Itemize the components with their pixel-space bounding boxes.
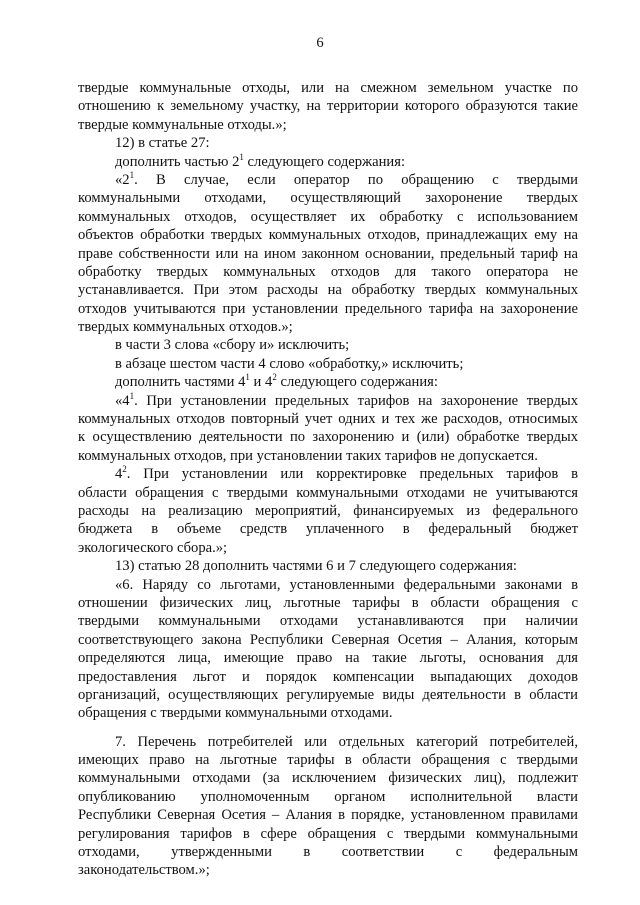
text-line: отношению к земельному участку, на территории которого образуются такие: [78, 98, 578, 115]
text-line: обработку твердых коммунальных отходов для такого оператора не: [78, 263, 578, 280]
text-line: имеющих право на льготные тарифы в области обращения с твердыми: [78, 752, 578, 769]
text-line: опубликованию уполномоченным органом исполнительной власти: [78, 788, 578, 805]
text-line: твердые коммунальные отходы.»;: [78, 116, 287, 133]
text-line: «6. Наряду со льготами, установленными федеральными законами в: [115, 576, 578, 593]
text-line: организаций, осуществляющих регулируемые виды деятельности в области: [78, 686, 578, 703]
text-line: регулирования тарифов в сфере обращения с твердыми коммунальными: [78, 825, 578, 842]
text-line: области обращения с твердыми коммунальными отходами не учитываются: [78, 484, 578, 501]
text-line: праве собственности или на ином законном основании, предельный тариф на: [78, 245, 578, 262]
text-line: 7. Перечень потребителей или отдельных категорий потребителей,: [115, 733, 578, 750]
text-line: твердые коммунальные отходы, или на смежном земельном участке по: [78, 80, 578, 96]
text-line: коммунальных отходов повторный учет одних и тех же расходов, относимых: [78, 411, 578, 428]
text-line: коммунальных отходов, при установлении таких тарифов не допускается.: [78, 447, 538, 464]
text-line: «$2^1$. В случае, если оператор по обращению с твердыми: [115, 169, 578, 188]
text-line: предоставления льгот и порядок компенсации выпадающих доходов: [78, 668, 578, 685]
text-line: бюджета в объеме средств уплаченного в федеральный бюджет: [78, 521, 578, 538]
text-line: расходы на реализацию мероприятий, финансируемых из федерального: [78, 502, 578, 519]
text-line: дополнить частью $2^1$ следующего содержания:: [115, 151, 406, 170]
text-line: Республики Северная Осетия – Алания в порядке, установленном правилами: [78, 807, 578, 824]
text-line: 13) статью 28 дополнить частями 6 и 7 следующего содержания:: [115, 558, 517, 575]
text-line: $4^2$. При установлении или корректировке предельных тарифов в: [115, 464, 578, 483]
text-line: отходами, утвержденными в соответствии с федеральным: [78, 844, 578, 861]
text-line: законодательством.»;: [78, 862, 210, 879]
text-line: «$4^1$. При установлении предельных тарифов на захоронение твердых: [115, 390, 578, 409]
text-line: соответствующего закона Республики Северная Осетия – Алания, которым: [78, 631, 578, 648]
text-line: 12) в статье 27:: [115, 135, 210, 152]
text-line: к осуществлению деятельности по захоронению и (или) обработке твердых: [78, 429, 578, 446]
text-line: коммунальными отходами (за исключением физических лиц), подлежит: [78, 770, 578, 787]
text-line: обращения с твердыми коммунальными отходами.: [78, 705, 393, 722]
text-line: объектов обработки твердых коммунальных отходов, принадлежащих ему на: [78, 227, 578, 244]
text-line: коммунальными отходами, осуществляющий захоронение твердых: [78, 190, 578, 207]
document-body: [78, 79, 578, 880]
text-line: дополнить частями $4^1$ и $4^2$ следующего содержания:: [115, 372, 438, 391]
text-line: в абзаце шестом части 4 слово «обработку,» исключить;: [115, 355, 464, 372]
text-line: коммунальных отходов, осуществляет их обработку с использованием: [78, 208, 578, 225]
text-line: в части 3 слова «сбору и» исключить;: [115, 337, 350, 354]
page-number: 6: [316, 35, 324, 51]
text-line: определяются лица, имеющие право на такие льготы, основания для: [78, 650, 578, 667]
text-line: твердых коммунальных отходов.»;: [78, 319, 293, 336]
text-line: отходов учитываются при установлении предельного тарифа на захоронение: [78, 300, 578, 317]
text-line: твердыми коммунальными отходами устанавливаются при наличии: [78, 613, 578, 630]
text-line: устанавливается. При этом расходы на обработку твердых коммунальных: [78, 282, 578, 299]
text-line: экологического сбора.»;: [78, 539, 228, 556]
text-line: отношении физических лиц, льготные тарифы в области обращения с: [78, 594, 578, 611]
